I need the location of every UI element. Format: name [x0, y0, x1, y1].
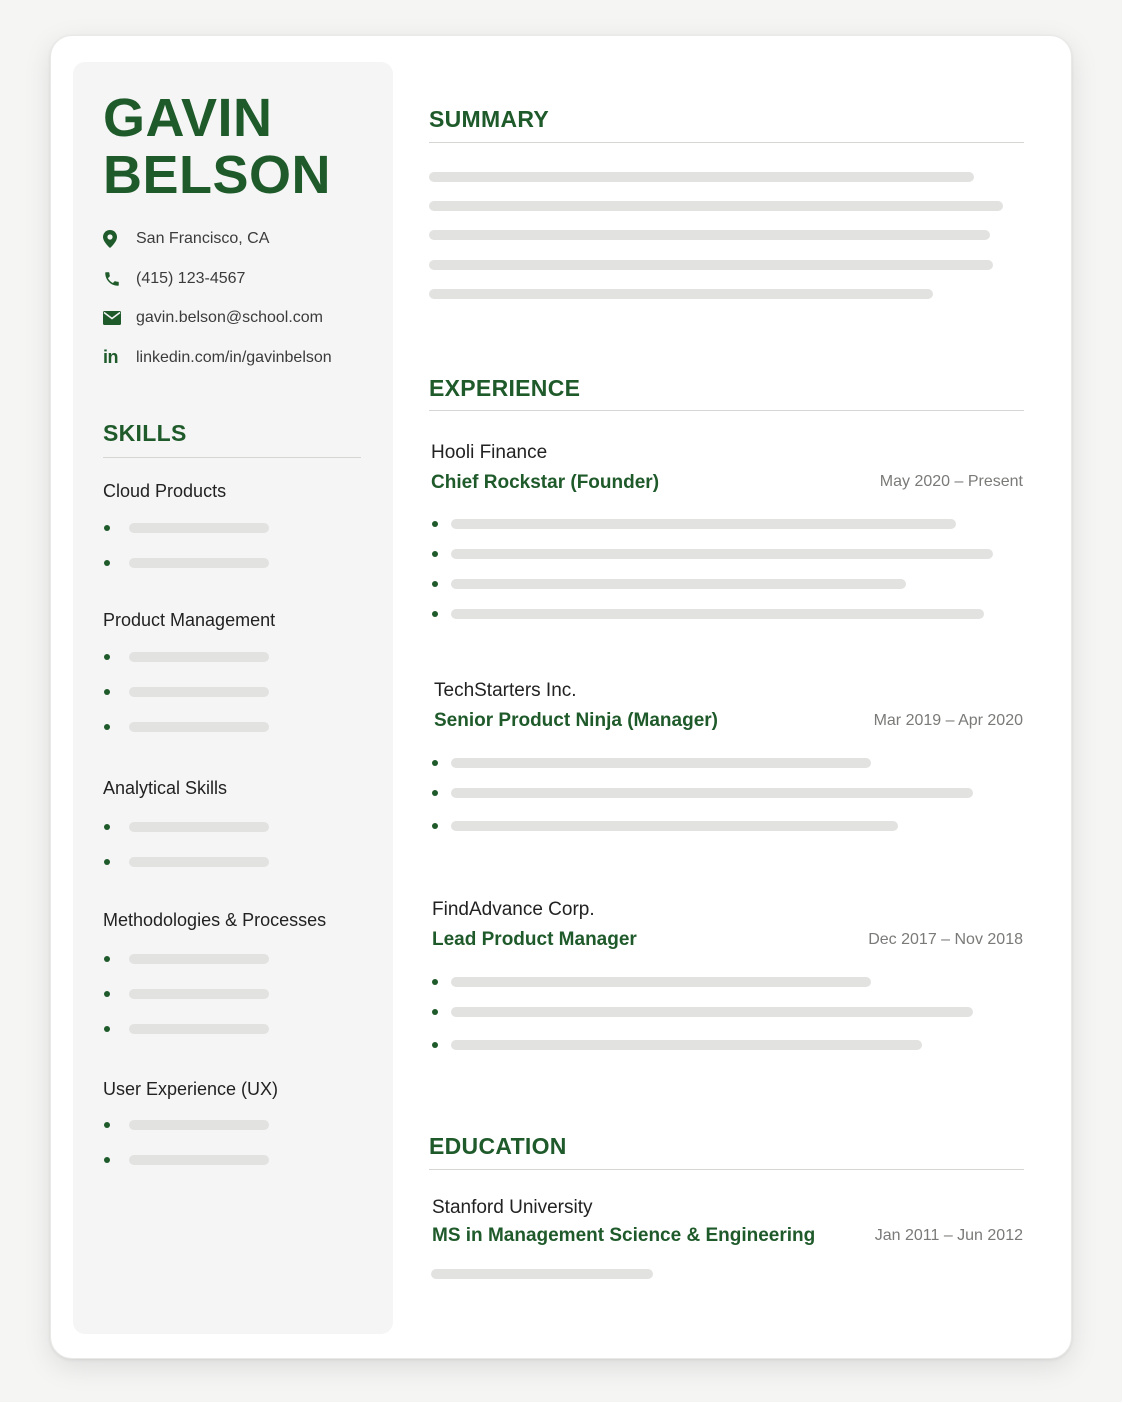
skill-placeholder-line [103, 1120, 278, 1130]
education-heading: EDUCATION [429, 1133, 567, 1159]
job-bullet-line [451, 821, 898, 831]
skill-group-title: Product Management [103, 610, 276, 630]
skill-placeholder-line [103, 857, 227, 867]
sidebar [73, 62, 393, 1334]
summary-divider [429, 142, 1024, 143]
job-dates: May 2020 – Present [879, 473, 1023, 490]
skills-divider [103, 457, 361, 458]
job-bullet-line [451, 977, 871, 987]
bullet-dot [432, 551, 438, 557]
education-divider [429, 1169, 1024, 1170]
contact-linkedin [103, 348, 332, 368]
summary-line [429, 289, 933, 299]
skill-placeholder-line [103, 722, 275, 732]
bullet-dot [432, 611, 438, 617]
job-title: Lead Product Manager [432, 929, 637, 950]
experience-divider [429, 410, 1024, 411]
education-detail-line [431, 1269, 653, 1279]
skill-placeholder-line [103, 523, 226, 533]
contact-location [103, 229, 332, 249]
bullet-dot [432, 760, 438, 766]
linkedin-link[interactable]: linkedin.com/in/gavinbelson [136, 348, 332, 366]
bullet-dot [432, 1042, 438, 1048]
bullet-dot [432, 1009, 438, 1015]
skill-group-title: Methodologies & Processes [103, 910, 327, 930]
job-bullet-line [451, 1007, 973, 1017]
bullet-dot [432, 979, 438, 985]
education-dates: Jan 2011 – Jun 2012 [874, 1227, 1023, 1244]
skill-placeholder-line [103, 1024, 326, 1034]
skill-group-title: Analytical Skills [103, 778, 228, 798]
skill-placeholder-line [103, 558, 226, 568]
skill-group-methodologies [103, 909, 326, 1034]
job-bullet-line [451, 579, 906, 589]
job-bullet-line [451, 549, 993, 559]
job-title: Chief Rockstar (Founder) [431, 472, 660, 493]
summary-heading: SUMMARY [429, 106, 550, 132]
job-bullet-line [451, 758, 871, 768]
summary-line [429, 172, 974, 182]
job-title: Senior Product Ninja (Manager) [434, 710, 718, 731]
skill-placeholder-line [103, 687, 275, 697]
skill-group-product-management [103, 609, 275, 732]
company-name: FindAdvance Corp. [432, 899, 595, 920]
job-bullet-line [451, 609, 984, 619]
phone-text: (415) 123-4567 [136, 269, 246, 287]
summary-line [429, 201, 1003, 211]
skill-placeholder-line [103, 1155, 278, 1165]
skill-group-title: User Experience (UX) [103, 1079, 279, 1099]
location-pin-icon [103, 229, 125, 249]
name-first: GAVIN [103, 88, 273, 148]
bullet-dot [432, 521, 438, 527]
skill-placeholder-line [103, 989, 326, 999]
school-name: Stanford University [432, 1197, 593, 1218]
phone-icon [103, 269, 125, 289]
job-bullet-line [451, 519, 956, 529]
summary-line [429, 260, 993, 270]
skill-placeholder-line [103, 822, 227, 832]
job-dates: Dec 2017 – Nov 2018 [868, 931, 1023, 948]
bullet-dot [432, 581, 438, 587]
company-name: Hooli Finance [431, 442, 548, 463]
candidate-name [103, 90, 331, 204]
contact-list [103, 229, 332, 387]
degree-title: MS in Management Science & Engineering [432, 1225, 816, 1246]
skill-group-title: Cloud Products [103, 481, 227, 501]
job-dates: Mar 2019 – Apr 2020 [873, 712, 1023, 729]
bullet-dot [432, 790, 438, 796]
resume-card [50, 35, 1072, 1359]
bullet-dot [432, 823, 438, 829]
company-name: TechStarters Inc. [434, 680, 577, 701]
skill-group-cloud-products [103, 480, 226, 568]
skill-placeholder-line [103, 954, 326, 964]
name-last: BELSON [103, 145, 332, 205]
experience-heading: EXPERIENCE [429, 375, 581, 401]
skills-heading: SKILLS [103, 420, 187, 446]
envelope-icon [103, 308, 125, 328]
contact-phone [103, 269, 332, 289]
summary-line [429, 230, 990, 240]
contact-email [103, 308, 332, 328]
email-link[interactable]: gavin.belson@school.com [136, 309, 324, 326]
skill-placeholder-line [103, 652, 275, 662]
job-bullet-line [451, 1040, 922, 1050]
job-bullet-line [451, 788, 973, 798]
skill-group-analytical-skills [103, 777, 227, 867]
location-text: San Francisco, CA [136, 230, 270, 247]
skill-group-ux [103, 1078, 278, 1165]
linkedin-icon: in [103, 347, 118, 367]
